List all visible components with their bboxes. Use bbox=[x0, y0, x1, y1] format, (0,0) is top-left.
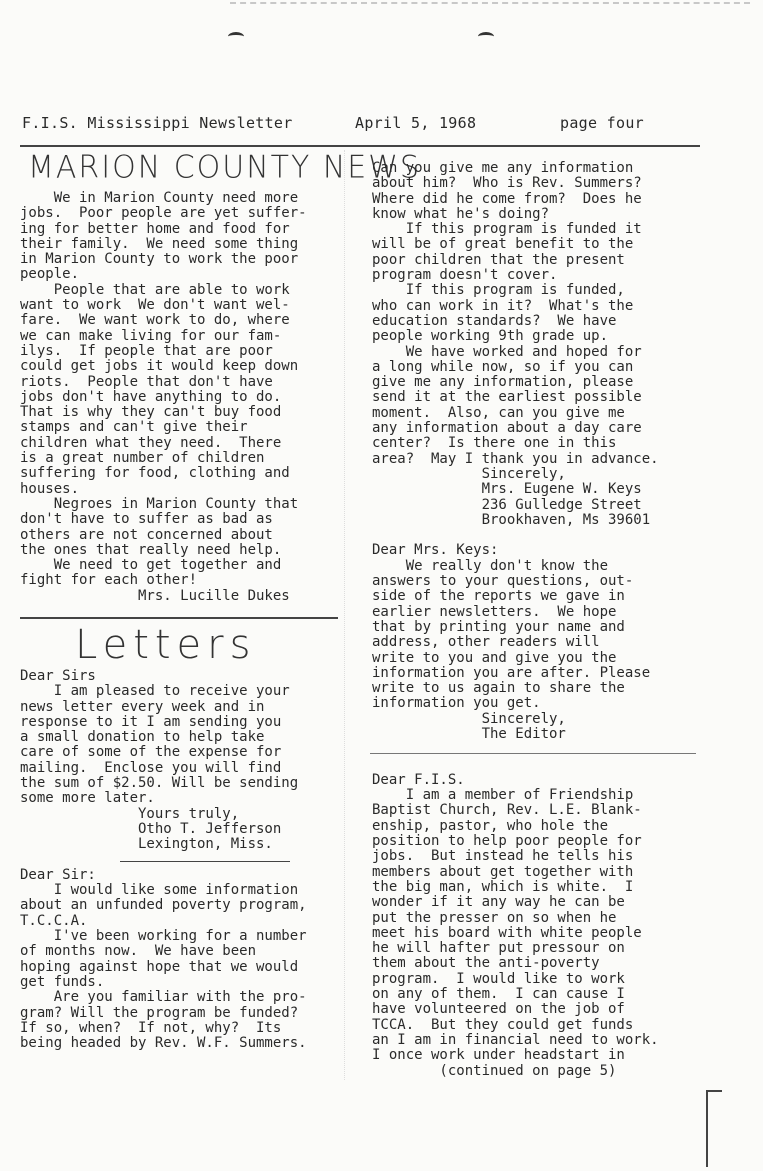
header-rule bbox=[20, 145, 700, 147]
letters-right-column: Can you give me any information about him? Who is Rev. Summers? Where did he come from? Does he know what he's doing? If this program is funded it will be of great benefit to the poor children that the present program doesn't cover. If this program is funded, who can work in it? What's the education standards? We have people working 9th grade up. We have worked and hoped for a long while now, so if you can give me any information, please send it at the earliest possible moment. Also, can you give me any information about a day care center? Is there one in this area? May I thank you in advance. Sincerely, Mrs. Eugene W. Keys 236 Gulledge Street Brookhaven, Ms 39601 Dear Mrs. Keys: We really don't know the answers to your questions, out- side of the reports we gave in earlier newsletters. We hope that by printing your name and address, other readers will write to you and give you the information you are after. Please write to us again to share the information you get. Sincerely, The Editor Dear F.I.S. I am a member of Friendship Baptist Church, Rev. L.E. Blank- enship, pastor, who hole the position to help poor people for jobs. But instead he tells his members about get together with the big man, which is white. I wonder if it any way he can be put the presser on so when he meet his board with white people he will hafter put pressour on them about the anti-poverty program. I would like to work on any of them. I can cause I have volunteered on the job of TCCA. But they could get funds an I am in financial need to work. I once work under headstart in (continued on page 5) bbox=[372, 160, 659, 1079]
column-separator bbox=[344, 150, 345, 1080]
punch-hole-mark bbox=[228, 32, 244, 41]
top-edge-dashes bbox=[230, 2, 750, 4]
corner-mark bbox=[706, 1090, 722, 1167]
section-divider bbox=[20, 617, 338, 619]
letters-heading: Letters bbox=[75, 622, 257, 668]
page-number: page four bbox=[560, 114, 644, 132]
marion-county-heading: MARION COUNTY NEWS bbox=[28, 149, 421, 186]
punch-hole-mark bbox=[478, 32, 494, 41]
signature-divider bbox=[120, 861, 290, 862]
newsletter-title: F.I.S. Mississippi Newsletter bbox=[22, 114, 293, 132]
issue-date: April 5, 1968 bbox=[355, 114, 477, 132]
marion-county-article: We in Marion County need more jobs. Poor people are yet suffer- ing for better home and food for their family. We need some thing in Marion County to work the poor people. People that are able to work want to work We don't want wel- fare. We want work to do, where we can make living for our fam- ilys. If people that are poor could get jobs it would keep down riots. People that don't have jobs don't have anything to do. That is why they can't buy food stamps and can't give their children what they need. There is a great number of children suffering for food, clothing and houses. Negroes in Marion County that don't have to suffer as bad as others are not concerned about the ones that really need help. We need to get together and fight for each other! Mrs. Lucille Dukes bbox=[20, 190, 307, 604]
letter-divider bbox=[370, 753, 696, 754]
letters-left-column: Dear Sirs I am pleased to receive your news letter every week and in response to it I am sending you a small donation to help take care of some of the expense for mailing. Enclose you will find the sum of $2.50. Will be sending some more later. Yours truly, Otho T. Jefferson Lexington, Miss. Dear Sir: I would like some information about an unfunded poverty program, T.C.C.A. I've been working for a number of months now. We have been hoping against hope that we would get funds. Are you familiar with the pro- gram? Will the program be funded? If so, when? If not, why? Its being headed by Rev. W.F. Summers. bbox=[20, 668, 307, 1052]
